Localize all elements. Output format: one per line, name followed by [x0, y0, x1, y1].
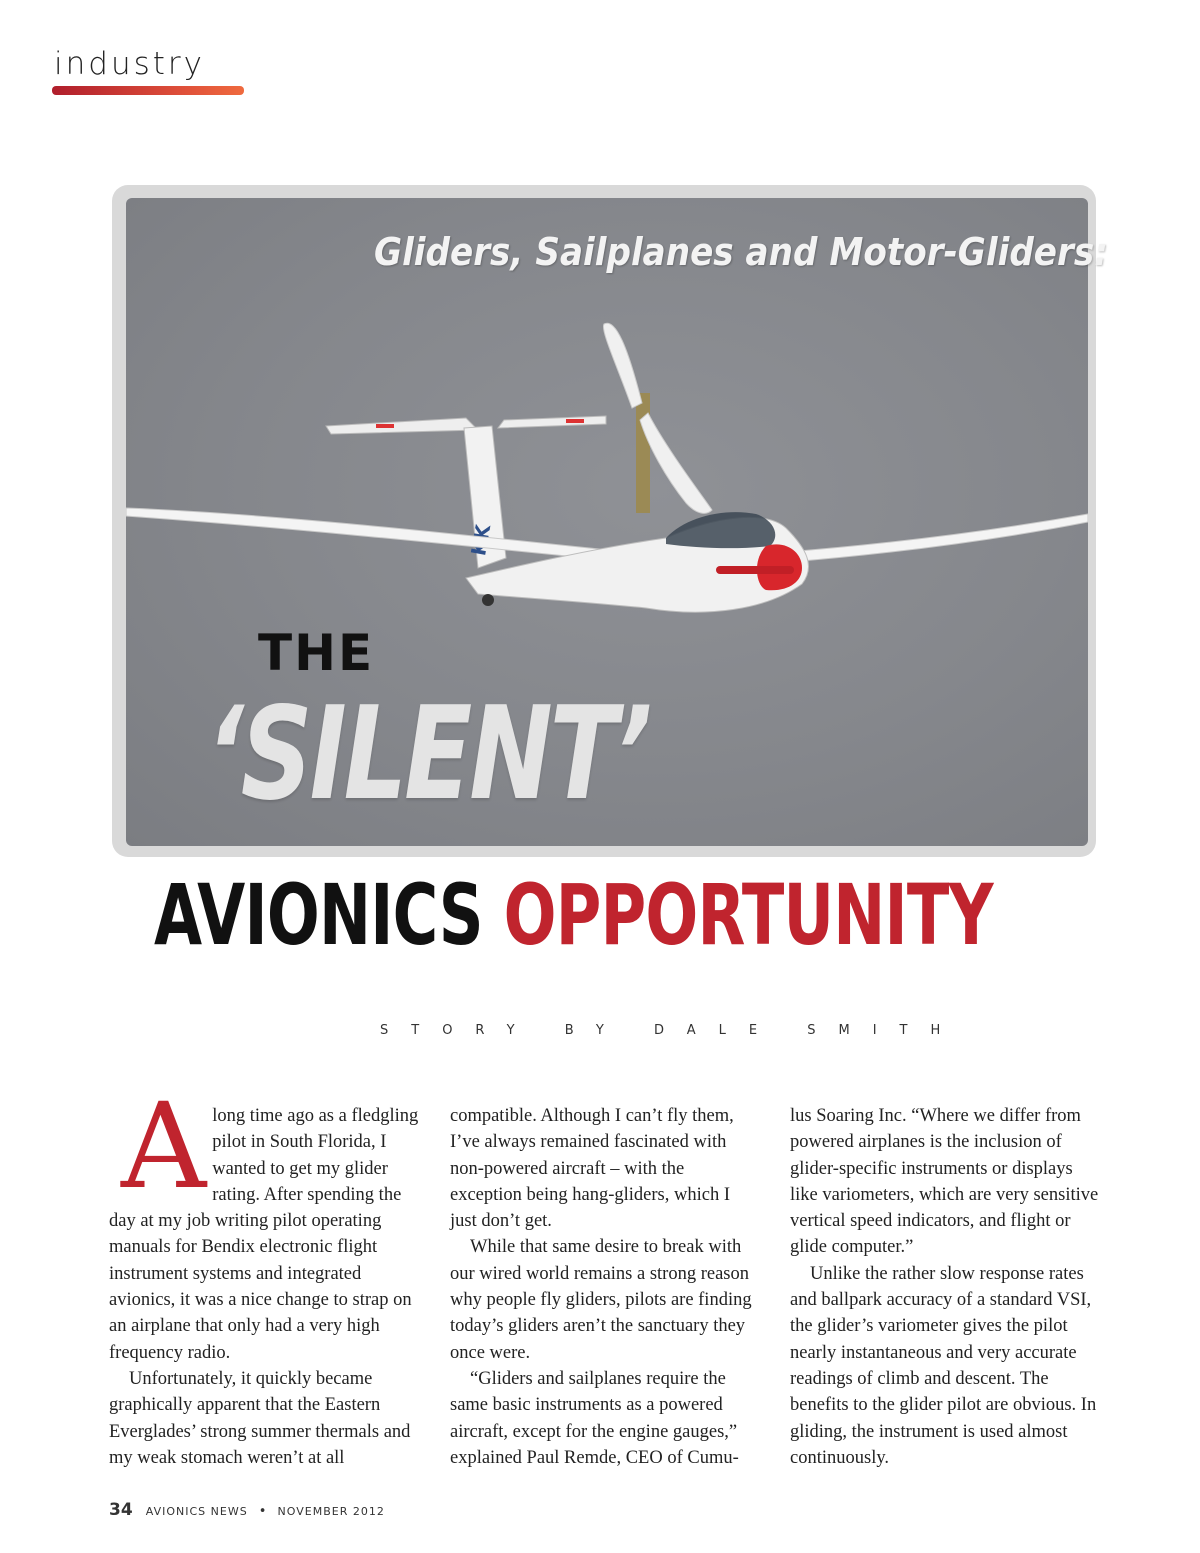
- paragraph: [109, 1077, 421, 1366]
- propeller-blade-bottom: [640, 413, 712, 513]
- dropcap: A: [121, 1077, 207, 1215]
- headline-word-avionics: AVIONICS: [154, 866, 483, 964]
- magazine-name: AVIONICS NEWS: [145, 1505, 248, 1518]
- nose-stripe: [716, 566, 794, 574]
- tailplane: [326, 418, 478, 434]
- right-wing: [786, 514, 1088, 562]
- paragraph: While that same desire to break with our wired world remains a strong reason why people fly gliders, pilots are finding today’s gliders aren’t the sanctuary they once were.: [450, 1237, 752, 1363]
- article-column-3: [790, 1103, 1102, 1471]
- propeller-blade-top: [603, 323, 642, 408]
- tailplane-tip-right: [566, 419, 584, 423]
- section-rule: [52, 86, 244, 95]
- paragraph: “Gliders and sailplanes require the same basic instruments as a powered aircraft, except for the engine gauges,” explained Paul Remde, CEO of Cumu-: [450, 1368, 739, 1468]
- headline: [154, 866, 993, 964]
- paragraph: Unfortunately, it quickly became graphically apparent that the Eastern Everglades’ strong summer thermals and my weak stomach weren’t at all: [109, 1368, 411, 1468]
- tailplane-tip-left: [376, 424, 394, 428]
- tail-wheel: [482, 594, 494, 606]
- title-silent: ‘SILENT’: [206, 680, 650, 829]
- article-column-1: [109, 1077, 421, 1471]
- page-number: 34: [109, 1500, 133, 1520]
- paragraph: lus Soaring Inc. “Where we differ from powered airplanes is the inclusion of glider-specific instruments or displays like variometers, which are very sensitive vertical speed indicators, and flight or glide computer.”: [790, 1106, 1099, 1258]
- paragraph: compatible. Although I can’t fly them, I’ve always remained fascinated with non-powered aircraft – with the exception being hang-gliders, which I just don’t get.: [450, 1106, 734, 1232]
- engine-mast: [636, 393, 650, 513]
- paragraph-text: long time ago as a fledgling pilot in South Florida, I wanted to get my glider rating. After spending the day at my job writing pilot operating manuals for Bendix electronic flight instrument systems and integrated avionics, it was a nice change to strap on an airplane that only had a very high frequency radio.: [109, 1106, 419, 1363]
- canopy: [666, 512, 775, 548]
- headline-word-opportunity: OPPORTUNITY: [503, 866, 993, 964]
- kicker-headline: Gliders, Sailplanes and Motor-Gliders:: [374, 230, 1108, 274]
- paragraph: Unlike the rather slow response rates and ballpark accuracy of a standard VSI, the glider’s variometer gives the pilot nearly instantaneous and very accurate readings of climb and descent. The benefits to the glider pilot are obvious. In gliding, the instrument is used almost continuously.: [790, 1263, 1097, 1468]
- issue-date: NOVEMBER 2012: [277, 1505, 385, 1518]
- tailplane-right: [498, 416, 606, 428]
- page-footer: [109, 1500, 385, 1520]
- separator-dot: •: [258, 1504, 267, 1519]
- article-column-2: [450, 1103, 760, 1471]
- title-the: THE: [258, 624, 375, 682]
- byline: STORY BY DALE SMITH: [380, 1023, 964, 1038]
- section-tag: industry: [54, 46, 205, 82]
